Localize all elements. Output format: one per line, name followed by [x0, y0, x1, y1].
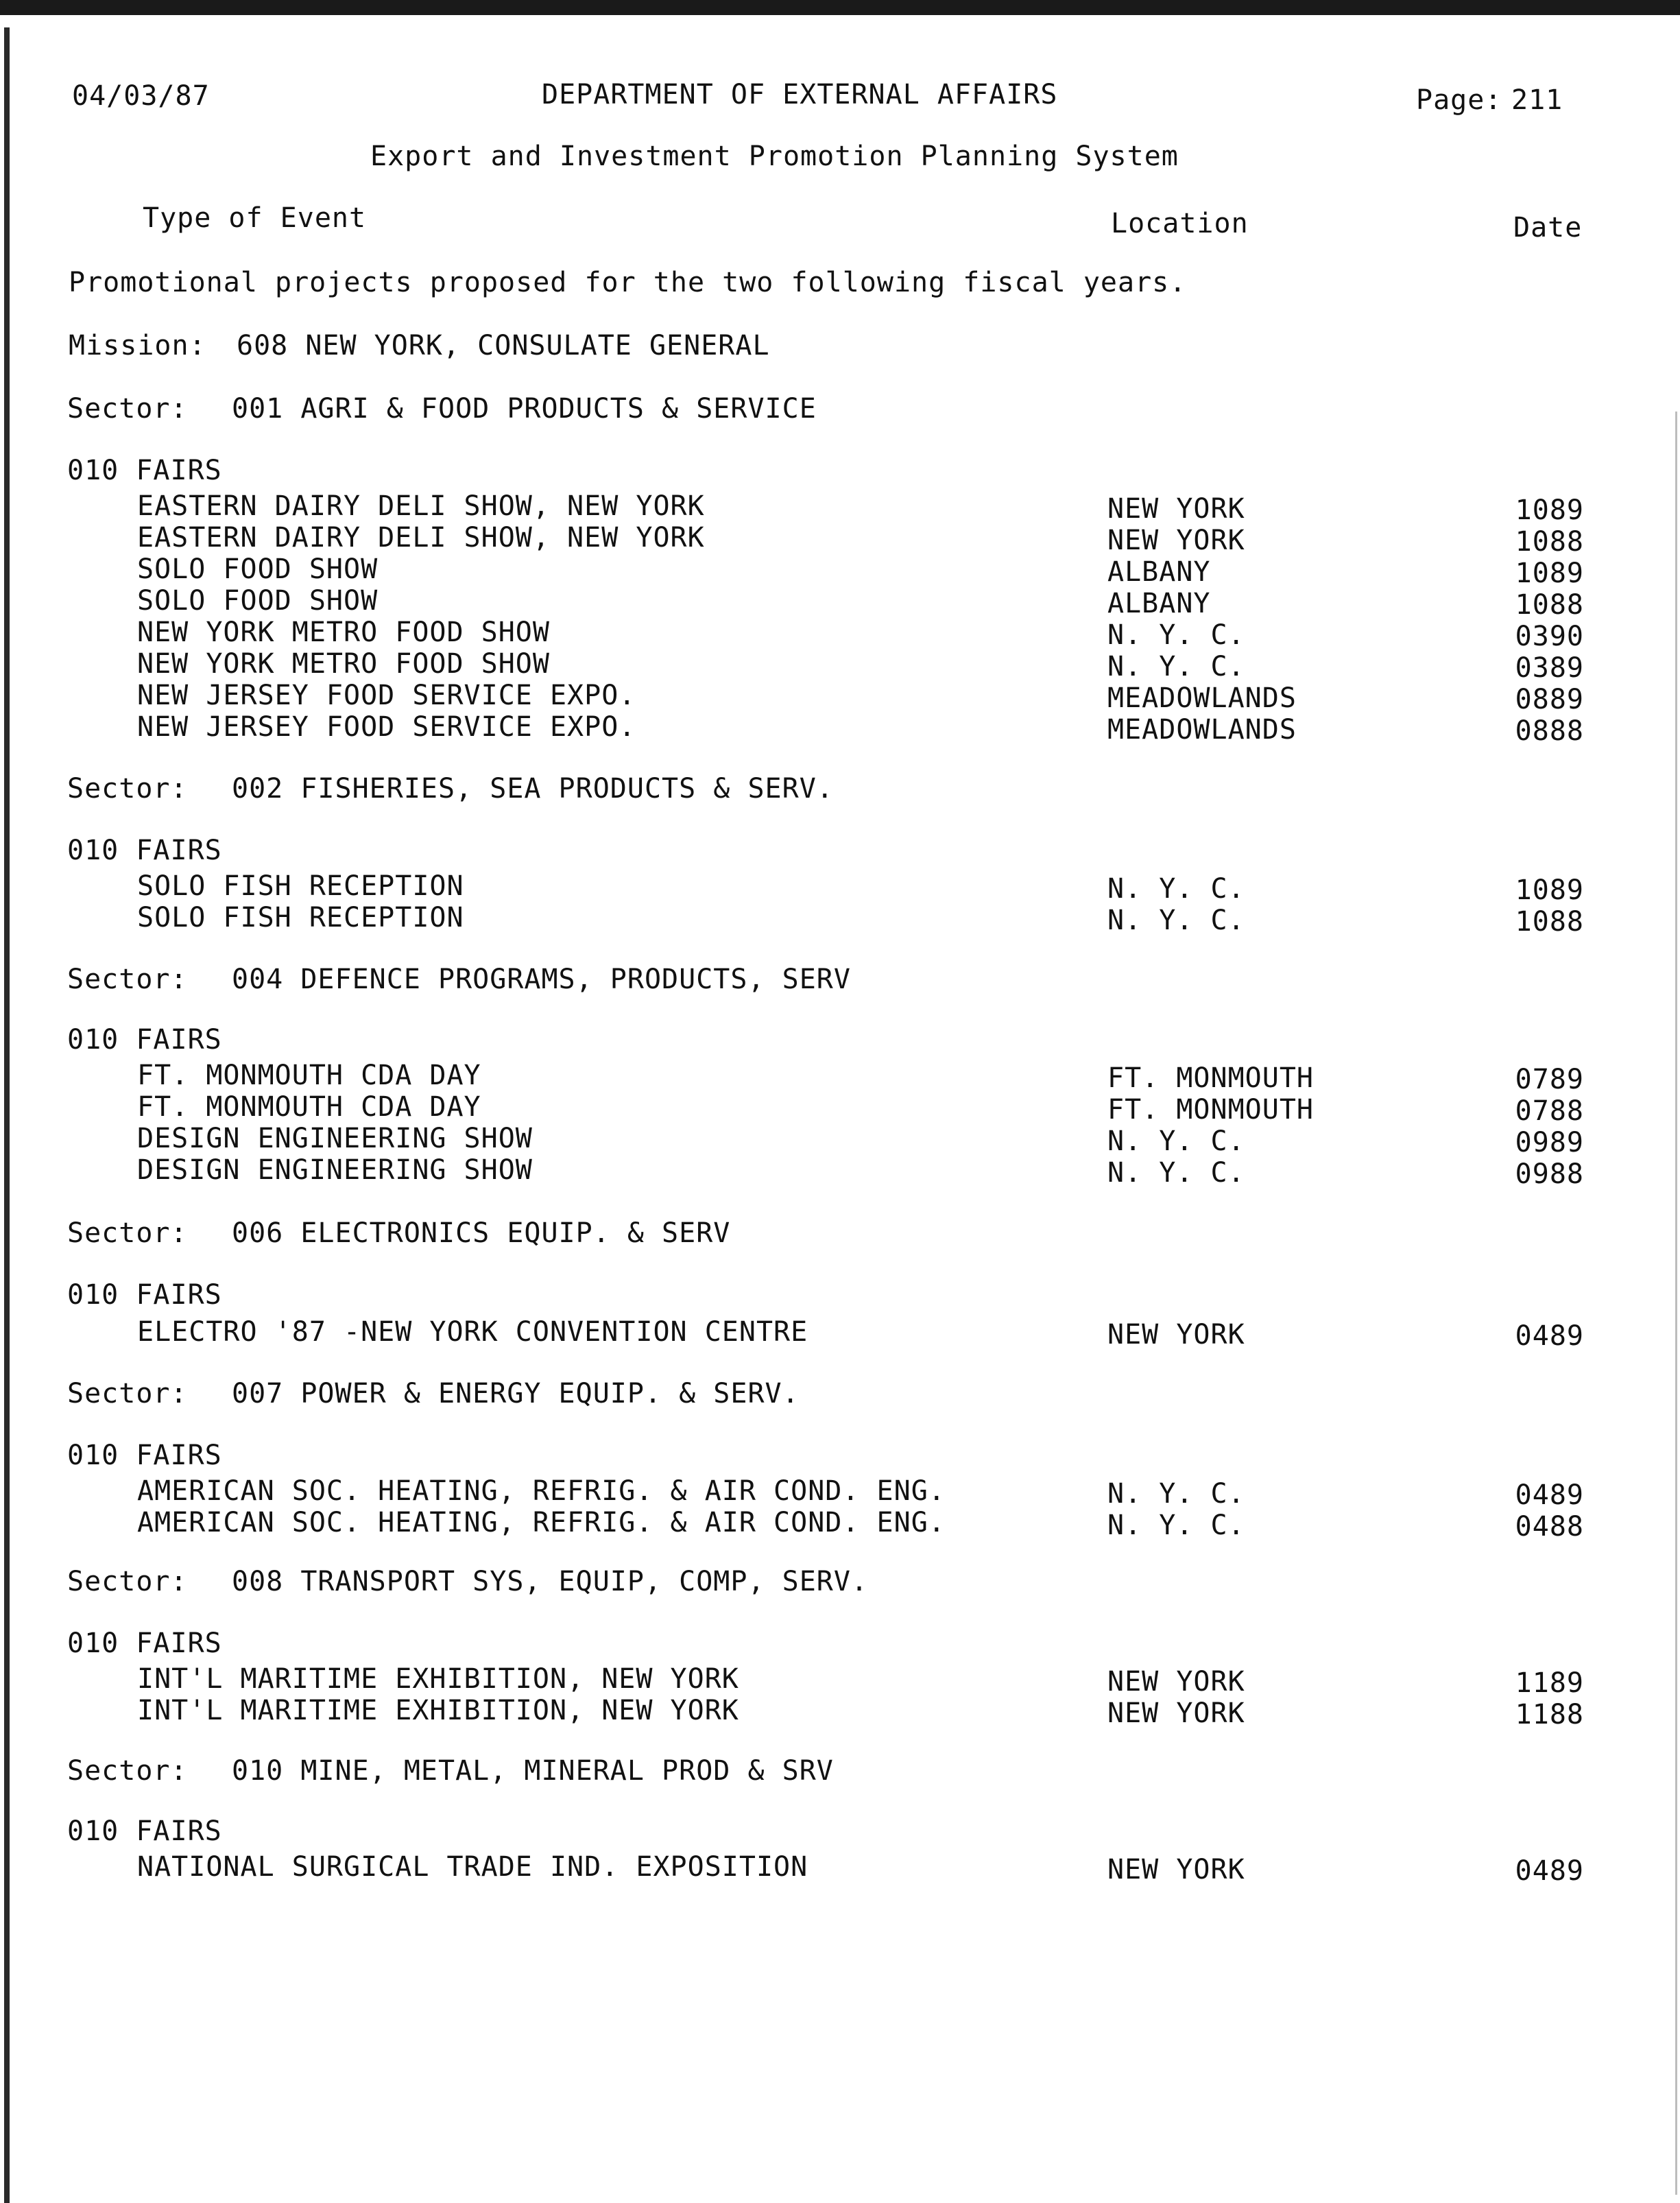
report-date: 04/03/87 [72, 80, 210, 112]
mission-value: 608 NEW YORK, CONSULATE GENERAL [237, 330, 770, 361]
event-location: NEW YORK [1107, 1854, 1245, 1885]
event-location: N. Y. C. [1107, 619, 1245, 651]
sector-label: Sector: [67, 1217, 188, 1249]
sector-name: 001 AGRI & FOOD PRODUCTS & SERVICE [232, 393, 817, 425]
sector-name: 008 TRANSPORT SYS, EQUIP, COMP, SERV. [232, 1566, 869, 1597]
event-location: N. Y. C. [1107, 1510, 1245, 1541]
sector-label: Sector: [67, 1378, 188, 1409]
event-location: N. Y. C. [1107, 1157, 1245, 1189]
page-number: 211 [1511, 84, 1563, 116]
event-name: DESIGN ENGINEERING SHOW [137, 1154, 533, 1186]
event-name: AMERICAN SOC. HEATING, REFRIG. & AIR COND. ENG. [137, 1475, 946, 1507]
event-date: 1188 [1515, 1699, 1584, 1730]
event-location: N. Y. C. [1107, 1478, 1245, 1510]
event-location: FT. MONMOUTH [1107, 1094, 1314, 1126]
event-location: N. Y. C. [1107, 651, 1245, 682]
event-name: NEW YORK METRO FOOD SHOW [137, 617, 550, 648]
sector-label: Sector: [67, 773, 188, 805]
event-name: SOLO FISH RECEPTION [137, 870, 464, 902]
event-location: MEADOWLANDS [1107, 682, 1297, 714]
page-label: Page: [1416, 84, 1502, 116]
event-type-heading: 010 FAIRS [67, 835, 222, 866]
event-location: NEW YORK [1107, 1698, 1245, 1729]
event-date: 1088 [1515, 906, 1584, 938]
event-name: NEW YORK METRO FOOD SHOW [137, 648, 550, 680]
sector-name: 010 MINE, METAL, MINERAL PROD & SRV [232, 1755, 834, 1787]
sector-label: Sector: [67, 1566, 188, 1597]
event-name: AMERICAN SOC. HEATING, REFRIG. & AIR COND. ENG. [137, 1507, 946, 1538]
event-date: 0788 [1515, 1095, 1584, 1127]
column-header-location: Location [1111, 208, 1249, 239]
department-title: DEPARTMENT OF EXTERNAL AFFAIRS [542, 79, 1058, 110]
event-location: NEW YORK [1107, 525, 1245, 556]
event-date: 0389 [1515, 652, 1584, 684]
event-name: NATIONAL SURGICAL TRADE IND. EXPOSITION [137, 1851, 808, 1883]
event-name: INT'L MARITIME EXHIBITION, NEW YORK [137, 1695, 739, 1726]
event-name: EASTERN DAIRY DELI SHOW, NEW YORK [137, 522, 705, 553]
event-name: ELECTRO '87 -NEW YORK CONVENTION CENTRE [137, 1316, 808, 1348]
event-type-heading: 010 FAIRS [67, 455, 222, 486]
sector-label: Sector: [67, 964, 188, 995]
event-location: NEW YORK [1107, 1666, 1245, 1698]
event-date: 0489 [1515, 1479, 1584, 1511]
event-location: N. Y. C. [1107, 905, 1245, 936]
event-date: 0888 [1515, 715, 1584, 747]
system-title: Export and Investment Promotion Planning System [370, 141, 1179, 172]
column-header-type: Type of Event [143, 202, 367, 234]
event-type-heading: 010 FAIRS [67, 1815, 222, 1847]
event-type-heading: 010 FAIRS [67, 1628, 222, 1659]
event-date: 0988 [1515, 1158, 1584, 1190]
event-date: 0488 [1515, 1511, 1584, 1543]
mission-label: Mission: [69, 330, 206, 361]
event-name: NEW JERSEY FOOD SERVICE EXPO. [137, 680, 636, 711]
event-type-heading: 010 FAIRS [67, 1024, 222, 1056]
event-date: 1088 [1515, 526, 1584, 558]
event-location: FT. MONMOUTH [1107, 1062, 1314, 1094]
event-name: SOLO FOOD SHOW [137, 585, 379, 617]
event-date: 1088 [1515, 589, 1584, 621]
sector-name: 002 FISHERIES, SEA PRODUCTS & SERV. [232, 773, 834, 805]
sector-name: 007 POWER & ENERGY EQUIP. & SERV. [232, 1378, 800, 1409]
event-name: EASTERN DAIRY DELI SHOW, NEW YORK [137, 490, 705, 522]
event-date: 0889 [1515, 684, 1584, 715]
event-type-heading: 010 FAIRS [67, 1440, 222, 1471]
event-location: NEW YORK [1107, 493, 1245, 525]
sector-label: Sector: [67, 393, 188, 425]
event-date: 0390 [1515, 621, 1584, 652]
event-name: SOLO FISH RECEPTION [137, 902, 464, 933]
event-type-heading: 010 FAIRS [67, 1279, 222, 1311]
event-date: 0489 [1515, 1320, 1584, 1352]
event-name: NEW JERSEY FOOD SERVICE EXPO. [137, 711, 636, 743]
event-name: SOLO FOOD SHOW [137, 553, 379, 585]
intro-text: Promotional projects proposed for the two following fiscal years. [69, 267, 1187, 298]
event-date: 0489 [1515, 1855, 1584, 1887]
event-date: 1189 [1515, 1667, 1584, 1699]
sector-name: 004 DEFENCE PROGRAMS, PRODUCTS, SERV [232, 964, 851, 995]
sector-label: Sector: [67, 1755, 188, 1787]
event-name: FT. MONMOUTH CDA DAY [137, 1060, 481, 1091]
sector-name: 006 ELECTRONICS EQUIP. & SERV [232, 1217, 731, 1249]
event-name: FT. MONMOUTH CDA DAY [137, 1091, 481, 1123]
event-date: 1089 [1515, 558, 1584, 589]
event-location: ALBANY [1107, 588, 1211, 619]
event-date: 0789 [1515, 1064, 1584, 1095]
event-name: DESIGN ENGINEERING SHOW [137, 1123, 533, 1154]
event-date: 1089 [1515, 874, 1584, 906]
event-date: 0989 [1515, 1127, 1584, 1158]
event-date: 1089 [1515, 495, 1584, 526]
event-location: ALBANY [1107, 556, 1211, 588]
event-location: MEADOWLANDS [1107, 714, 1297, 746]
column-header-date: Date [1513, 212, 1583, 243]
event-location: N. Y. C. [1107, 1126, 1245, 1157]
event-name: INT'L MARITIME EXHIBITION, NEW YORK [137, 1663, 739, 1695]
event-location: NEW YORK [1107, 1319, 1245, 1350]
event-location: N. Y. C. [1107, 873, 1245, 905]
